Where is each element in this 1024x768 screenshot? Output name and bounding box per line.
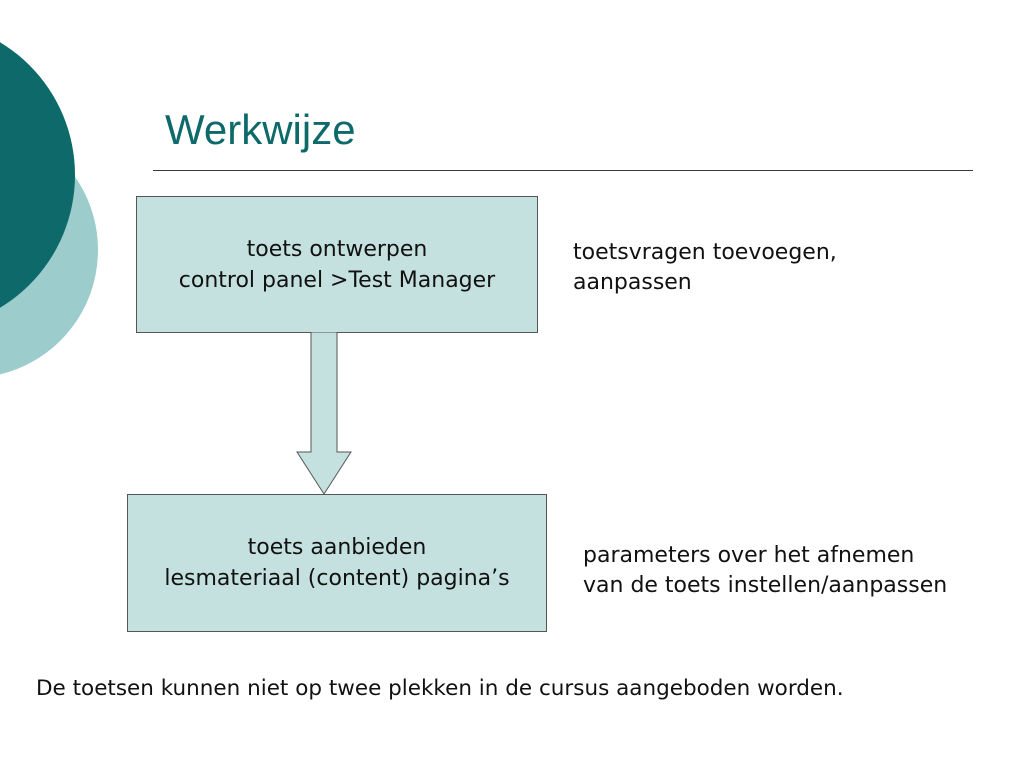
step-offer-path: lesmateriaal (content) pagina’s	[164, 566, 510, 591]
step-offer-label: toets aanbieden	[247, 535, 427, 560]
step-design-label: toets ontwerpen	[246, 236, 428, 262]
step-design-note-line2: aanpassen	[573, 270, 692, 295]
step-offer-box	[127, 494, 547, 632]
step-design-note-line1: toetsvragen toevoegen,	[573, 240, 837, 265]
footer-note: De toetsen kunnen niet op twee plekken in de cursus aangeboden worden.	[36, 676, 844, 701]
step-offer-note	[583, 541, 947, 601]
step-design-path: control panel >Test Manager	[178, 267, 496, 293]
step-design-box	[136, 196, 538, 333]
step-offer-note-line1: parameters over het afnemen	[583, 543, 915, 568]
flow-down-arrow	[295, 332, 353, 496]
arrow-shape	[297, 332, 351, 494]
step-design-note	[573, 238, 837, 298]
title-divider	[153, 170, 973, 171]
step-offer-note-line2: van de toets instellen/aanpassen	[583, 573, 948, 598]
slide-title: Werkwijze	[165, 106, 356, 153]
decorative-circles	[0, 0, 120, 420]
